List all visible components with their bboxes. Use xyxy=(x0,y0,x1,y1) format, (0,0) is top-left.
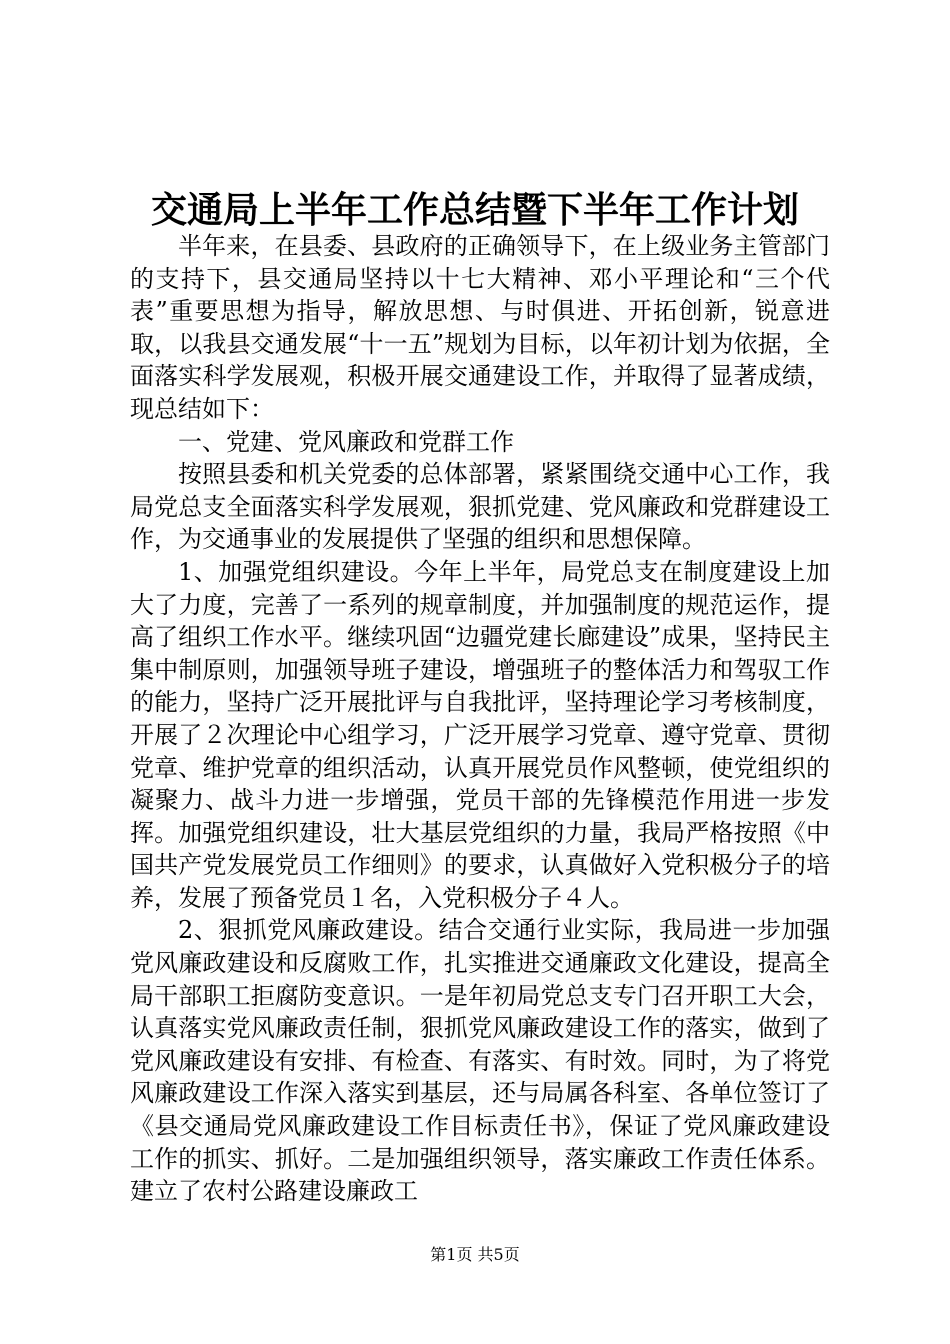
section-heading-1: 一、党建、党风廉政和党群工作 xyxy=(178,427,514,456)
paragraph-overview: 按照县委和机关党委的总体部署，紧紧围绕交通中心工作，我局党总支全面落实科学发展观，狠抓党建、党风廉政和党群建设工作，为交通事业的发展提供了坚强的组织和思想保障。 xyxy=(130,460,830,554)
paragraph-integrity: 2、狠抓党风廉政建设。结合交通行业实际，我局进一步加强党风廉政建设和反腐败工作，扎实推进交通廉政文化建设，提高全局干部职工拒腐防变意识。一是年初局党总支专门召开职工大会，认真落实党风廉政责任制，狠抓党风廉政建设工作的落实，做到了党风廉政建设有安排、有检查、有落实、有时效。同时，为了将党风廉政建设工作深入落实到基层，还与局属各科室、各单位签订了《县交通局党风廉政建设工作目标责任书》，保证了党风廉政建设工作的抓实、抓好。二是加强组织领导，落实廉政工作责任体系。建立了农村公路建设廉政工 xyxy=(130,916,830,1206)
page-footer: 第1页 共5页 xyxy=(430,1245,520,1264)
paragraph-intro: 半年来，在县委、县政府的正确领导下，在上级业务主管部门的支持下，县交通局坚持以十七大精神、邓小平理论和“三个代表”重要思想为指导，解放思想、与时俱进、开拓创新，锐意进取，以我县交通发展“十一五”规划为目标，以年初计划为依据，全面落实科学发展观，积极开展交通建设工作，并取得了显著成绩，现总结如下： xyxy=(130,232,830,423)
document-body xyxy=(130,230,830,1208)
paragraph-party-organization: 1、加强党组织建设。今年上半年，局党总支在制度建设上加大了力度，完善了一系列的规章制度，并加强制度的规范运作，提高了组织工作水平。继续巩固“边疆党建长廊建设”成果，坚持民主集中制原则，加强领导班子建设，增强班子的整体活力和驾驭工作的能力，坚持广泛开展批评与自我批评，坚持理论学习考核制度，开展了２次理论中心组学习，广泛开展学习党章、遵守党章、贯彻党章、维护党章的组织活动，认真开展党员作风整顿，使党组织的凝聚力、战斗力进一步增强，党员干部的先锋模范作用进一步发挥。加强党组织建设，壮大基层党组织的力量，我局严格按照《中国共产党发展党员工作细则》的要求，认真做好入党积极分子的培养，发展了预备党员１名，入党积极分子４人。 xyxy=(130,557,830,912)
document-title: 交通局上半年工作总结暨下半年工作计划 xyxy=(150,189,799,231)
